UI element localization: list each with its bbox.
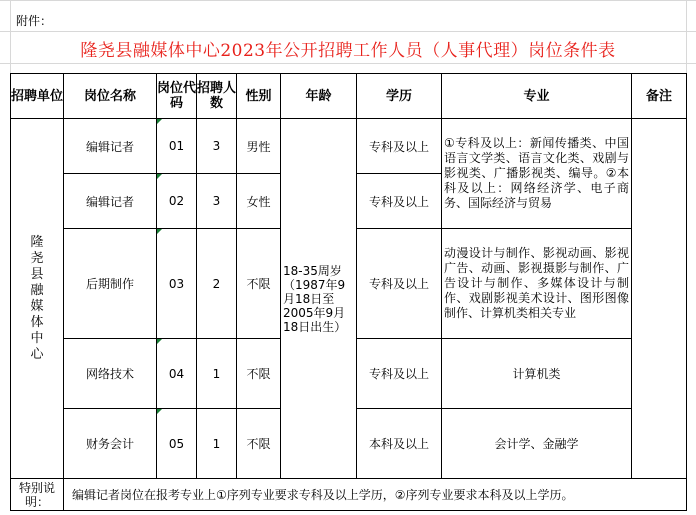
- post-name-cell: 后期制作: [64, 229, 157, 339]
- column-header-age: 年龄: [281, 74, 357, 119]
- post-name-cell: 网络技术: [64, 339, 157, 409]
- grid-line: [686, 0, 687, 73]
- gender-cell: 不限: [237, 409, 281, 479]
- column-header-major: 专业: [442, 74, 632, 119]
- post-name-cell: 编辑记者: [64, 119, 157, 174]
- table-header-row: [11, 74, 687, 119]
- education-cell: 专科及以上: [357, 339, 442, 409]
- remark-cell: [632, 119, 687, 479]
- count-cell: 3: [197, 174, 237, 229]
- count-cell: 1: [197, 339, 237, 409]
- major-finance-cell: 会计学、金融学: [442, 409, 632, 479]
- attachment-label: 附件：: [16, 14, 53, 28]
- table-row: [11, 119, 687, 174]
- major-editor-cell: ①专科及以上：新闻传播类、中国语言文学类、语言文化类、戏剧与影视类、广播影视类、编导。②本科及以上：网络经济学、电子商务、国际经济与贸易: [442, 119, 632, 229]
- gender-cell: 男性: [237, 119, 281, 174]
- unit-cell: [11, 119, 64, 479]
- column-header-count: 招聘人数: [197, 74, 237, 119]
- gender-cell: 女性: [237, 174, 281, 229]
- post-code-cell: 02: [157, 174, 197, 229]
- education-cell: 本科及以上: [357, 409, 442, 479]
- grid-line: [0, 63, 696, 64]
- count-cell: 3: [197, 119, 237, 174]
- post-code-cell: 01: [157, 119, 197, 174]
- gender-cell: 不限: [237, 339, 281, 409]
- column-header-post-name: 岗位名称: [64, 74, 157, 119]
- grid-line: [0, 31, 696, 32]
- count-cell: 2: [197, 229, 237, 339]
- education-cell: 专科及以上: [357, 174, 442, 229]
- post-name-cell: 财务会计: [64, 409, 157, 479]
- gender-cell: 不限: [237, 229, 281, 339]
- post-code-cell: 03: [157, 229, 197, 339]
- column-header-unit: 招聘单位: [11, 74, 64, 119]
- education-cell: 专科及以上: [357, 119, 442, 174]
- page-title: 隆尧县融媒体中心2023年公开招聘工作人员（人事代理）岗位条件表: [80, 41, 616, 61]
- major-network-cell: 计算机类: [442, 339, 632, 409]
- column-header-gender: 性别: [237, 74, 281, 119]
- post-code-cell: 04: [157, 339, 197, 409]
- education-cell: 专科及以上: [357, 229, 442, 339]
- unit-name: 隆尧县融媒体中心: [30, 234, 44, 362]
- note-row: [11, 479, 687, 511]
- job-conditions-table: [10, 73, 687, 511]
- post-name-cell: 编辑记者: [64, 174, 157, 229]
- note-label: 特别说明：: [11, 479, 64, 511]
- grid-line: [0, 0, 696, 1]
- note-text: 编辑记者岗位在报考专业上①序列专业要求专科及以上学历，②序列专业要求本科及以上学历。: [64, 479, 687, 511]
- age-requirement-cell: 18-35周岁（1987年9月18日至2005年9月18日出生）: [281, 119, 357, 479]
- count-cell: 1: [197, 409, 237, 479]
- column-header-education: 学历: [357, 74, 442, 119]
- column-header-post-code: 岗位代码: [157, 74, 197, 119]
- major-post-production-cell: 动漫设计与制作、影视动画、影视广告、动画、影视摄影与制作、广告设计与制作、多媒体设计与制作、戏剧影视美术设计、图形图像制作、计算机类相关专业: [442, 229, 632, 339]
- post-code-cell: 05: [157, 409, 197, 479]
- column-header-remark: 备注: [632, 74, 687, 119]
